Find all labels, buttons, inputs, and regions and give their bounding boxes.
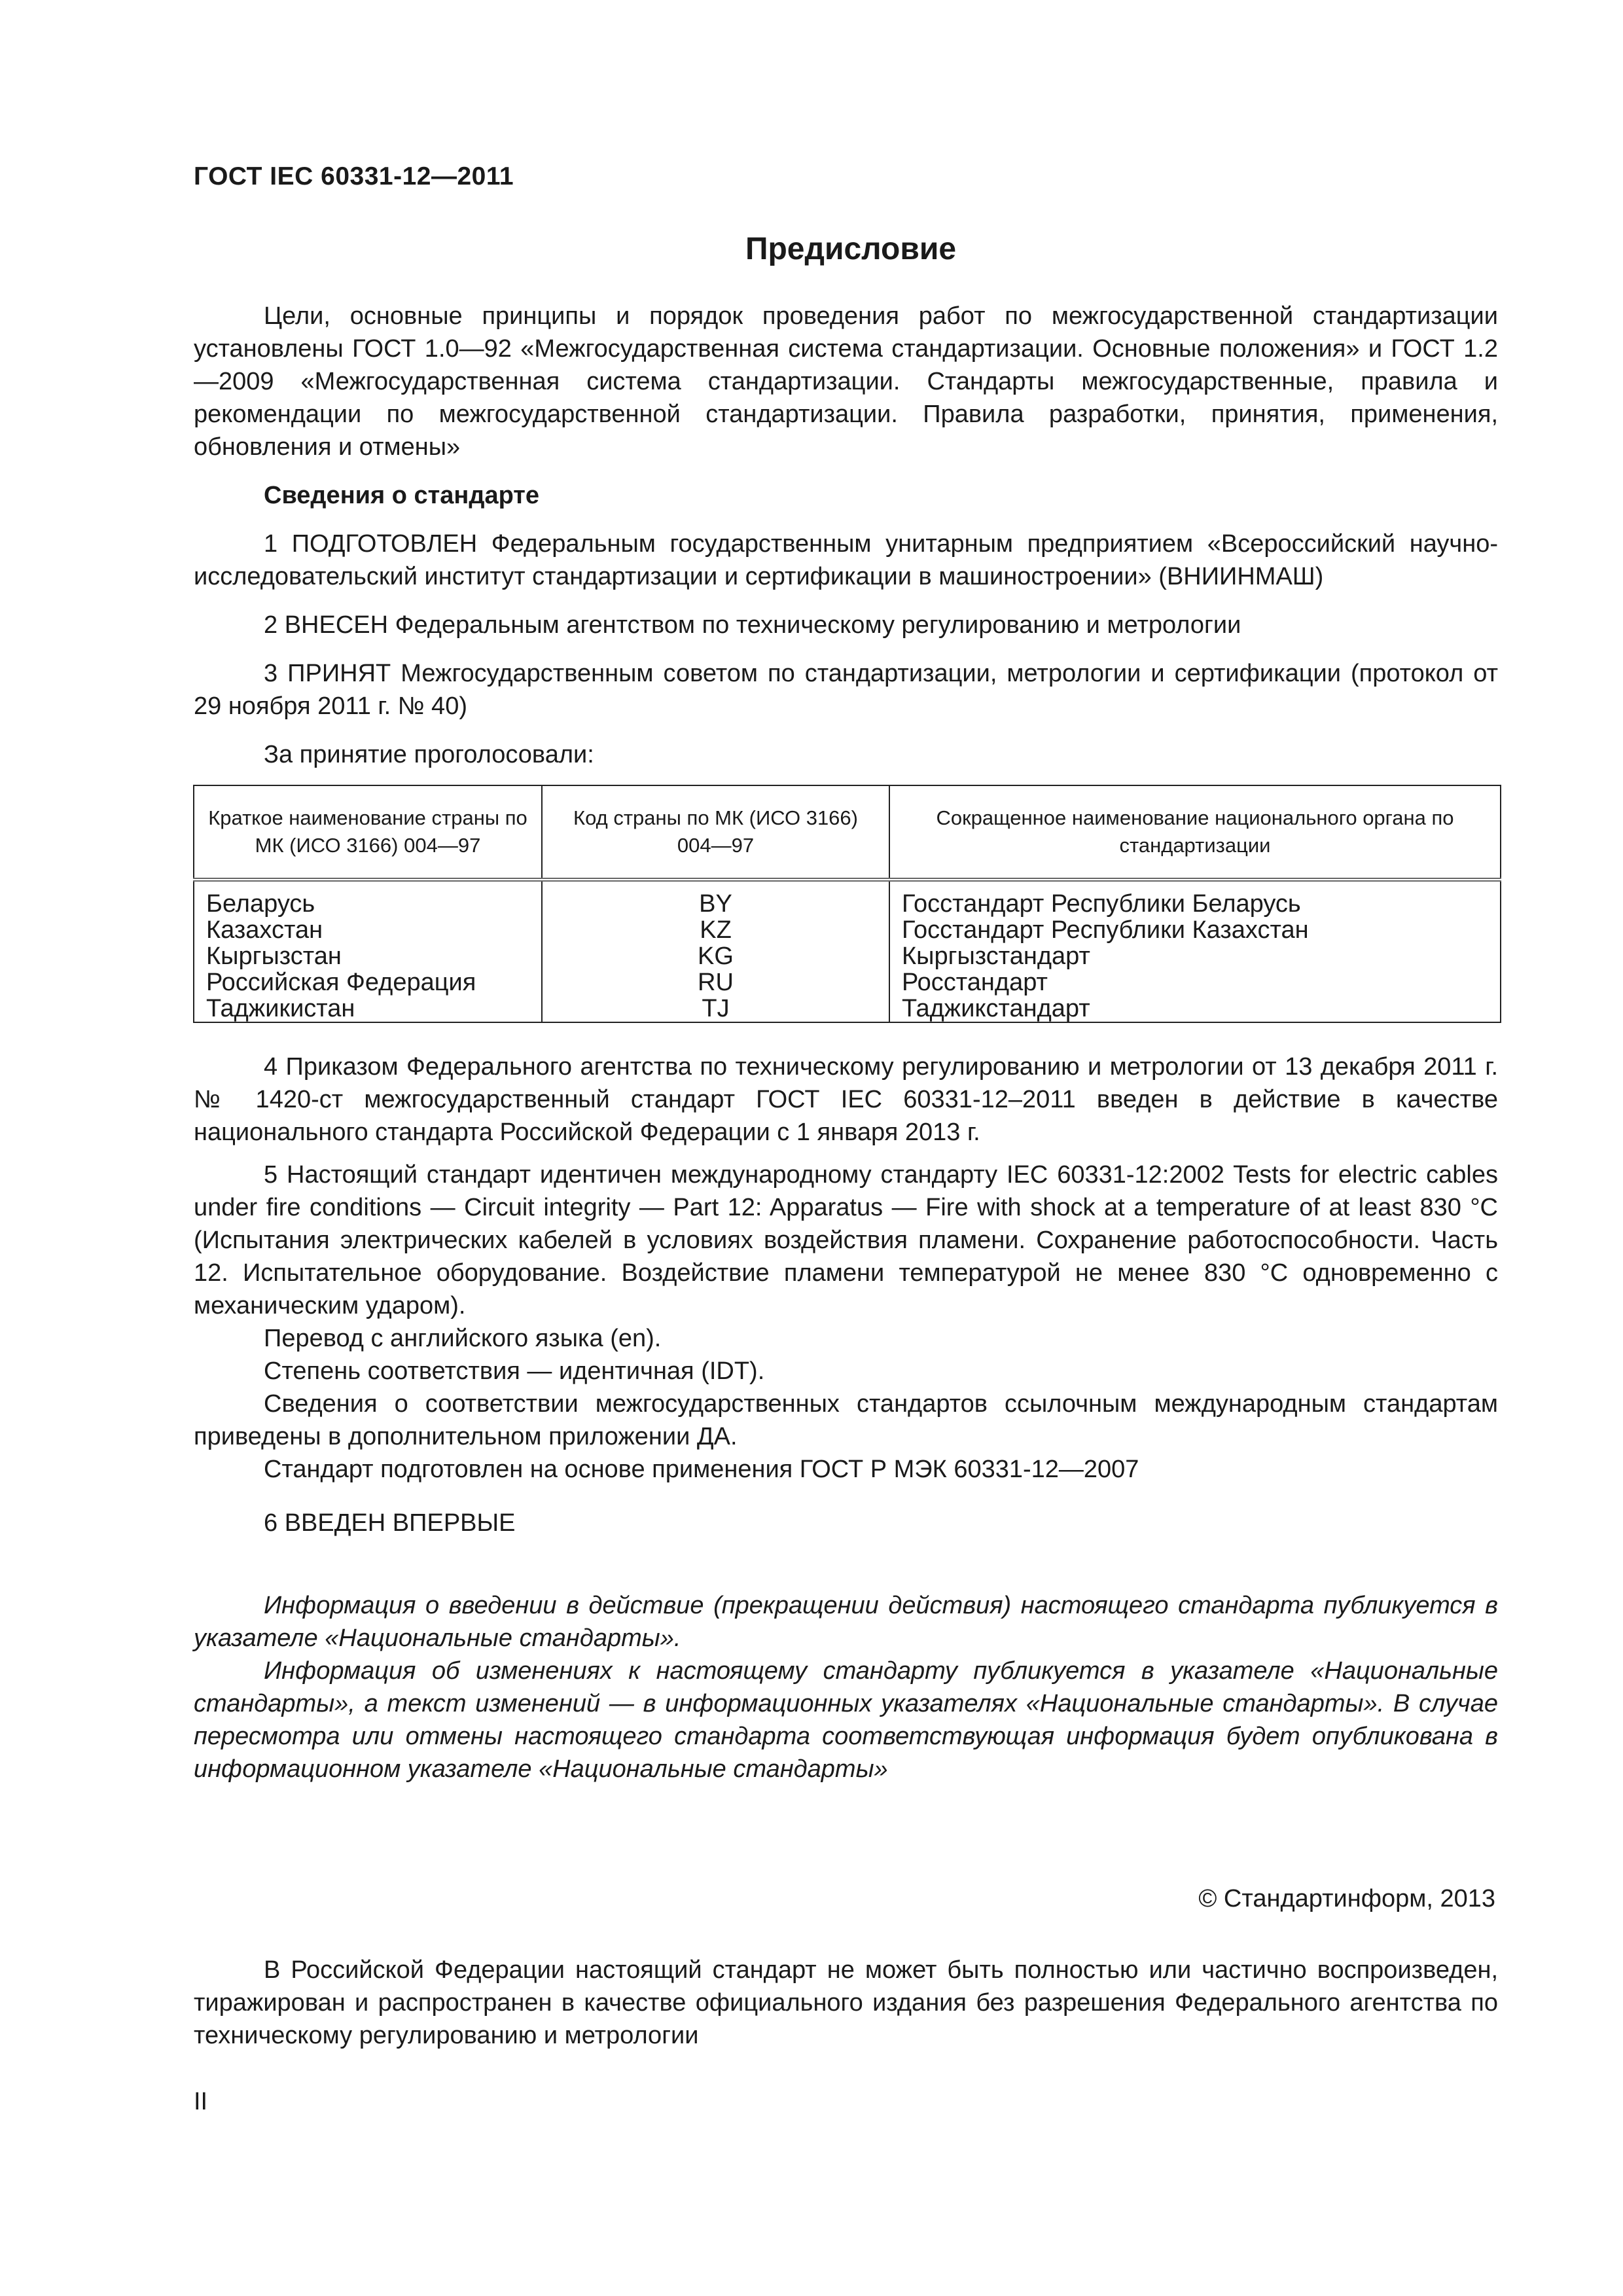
item-1: 1 ПОДГОТОВЛЕН Федеральным государственным унитарным предприятием «Всероссийский научно-исследовательский институт стандартизации и сертификации в машиностроении» (ВНИИНМАШ) [194,530,1498,590]
info-heading: Сведения о стандарте [264,482,540,509]
item-5-references: Сведения о соответствии межгосударственных стандартов ссылочным международным стандартам приведены в дополнительном приложении ДА. [194,1390,1498,1450]
table-header-row [194,785,1501,880]
document-header: ГОСТ IEC 60331-12—2011 [194,162,514,190]
country-cell [194,880,542,1022]
country-code: KZ [700,916,732,944]
standards-body: Кыргызстандарт [902,942,1090,970]
intro-paragraph: Цели, основные принципы и порядок проведения работ по межгосударственной стандартизации установлены ГОСТ 1.0—92 «Межгосударственная система стандартизации. Основные положения» и ГОСТ 1.2—2009 «Межгосударственная система стандартизации. Стандарты межгосударственные, правила и рекомендации по межгосударственной стандартизации. Правила разработки, принятия, применения, обновления и отмены» [194,302,1498,461]
column-header-code: Код страны по МК (ИСО 3166) 004—97 [542,785,889,880]
copyright-notice: В Российской Федерации настоящий стандарт не может быть полностью или частично воспроизведен, тиражирован и распространен в качестве официального издания без разрешения Федерального агентства по техническому регулированию и метрологии [194,1956,1498,2049]
item-4-block [194,1050,1498,1149]
item-4: 4 Приказом Федерального агентства по техническому регулированию и метрологии от 13 декабря 2011 г. № 1420-ст межгосударственный стандарт ГОСТ IEC 60331-12–2011 введен в действие в качестве национального стандарта Российской Федерации с 1 января 2013 г. [194,1053,1498,1146]
item-3: 3 ПРИНЯТ Межгосударственным советом по стандартизации, метрологии и сертификации (протокол от 29 ноября 2011 г. № 40) [194,660,1498,720]
standards-body: Госстандарт Республики Казахстан [902,916,1309,944]
standards-body: Таджикстандарт [902,995,1090,1022]
standards-body: Росстандарт [902,969,1048,996]
copyright-line: © Стандартинформ, 2013 [1198,1885,1495,1912]
country-name: Кыргызстан [206,942,342,970]
votes-table [193,785,1501,1023]
country-name: Казахстан [206,916,323,944]
page-number: II [194,2088,208,2115]
country-name: Российская Федерация [206,969,476,996]
code-cell [542,880,889,1022]
standards-body: Госстандарт Республики Беларусь [902,890,1301,918]
country-name: Беларусь [206,890,315,918]
country-name: Таджикистан [206,995,355,1022]
item-2: 2 ВНЕСЕН Федеральным агентством по техническому регулированию и метрологии [264,611,1241,639]
item-6-block [194,1507,1498,1539]
table-row [194,880,1501,1022]
country-code: BY [699,890,732,918]
notice-block [194,1589,1498,1785]
column-header-body: Сокращенное наименование национального органа по стандартизации [889,785,1501,880]
item-5-translation: Перевод с английского языка (en). [264,1325,662,1352]
notice-changes: Информация об изменениях к настоящему стандарту публикуется в указателе «Национальные стандарты», а текст изменений — в информационных указателях «Национальные стандарты». В случае пересмотра или отмены настоящего стандарта соответствующая информация будет опубликована в информационном указателе «Национальные стандарты» [194,1657,1498,1783]
intro-block [194,300,1498,463]
country-code: RU [698,969,734,996]
column-header-country: Краткое наименование страны по МК (ИСО 3166) 004—97 [194,785,542,880]
standard-info-block [194,479,1498,771]
item-5-block [194,1158,1498,1486]
item-5: 5 Настоящий стандарт идентичен международному стандарту IEC 60331-12:2002 Tests for electric cables under fire conditions — Circuit integrity — Part 12: Apparatus — Fire with shock at a temperature of at least 830 °C (Испытания электрических кабелей в условиях воздействия пламени. Сохранение работоспособности. Часть 12. Испытательное оборудование. Воздействие пламени температурой не менее 830 °C одновременно с механическим ударом). [194,1161,1498,1319]
section-title: Предисловие [745,232,957,266]
copyright-notice-block [194,1954,1498,2052]
voted-label: За принятие проголосовали: [264,741,594,768]
item-5-basis: Стандарт подготовлен на основе применения ГОСТ Р МЭК 60331-12—2007 [264,1456,1139,1483]
body-cell [889,880,1501,1022]
item-6: 6 ВВЕДЕН ВПЕРВЫЕ [264,1509,516,1537]
notice-publication: Информация о введении в действие (прекращении действия) настоящего стандарта публикуется в указателе «Национальные стандарты». [194,1592,1498,1652]
country-code: TJ [702,995,730,1022]
item-5-degree: Степень соответствия — идентичная (IDT). [264,1357,765,1385]
country-code: KG [698,942,734,970]
